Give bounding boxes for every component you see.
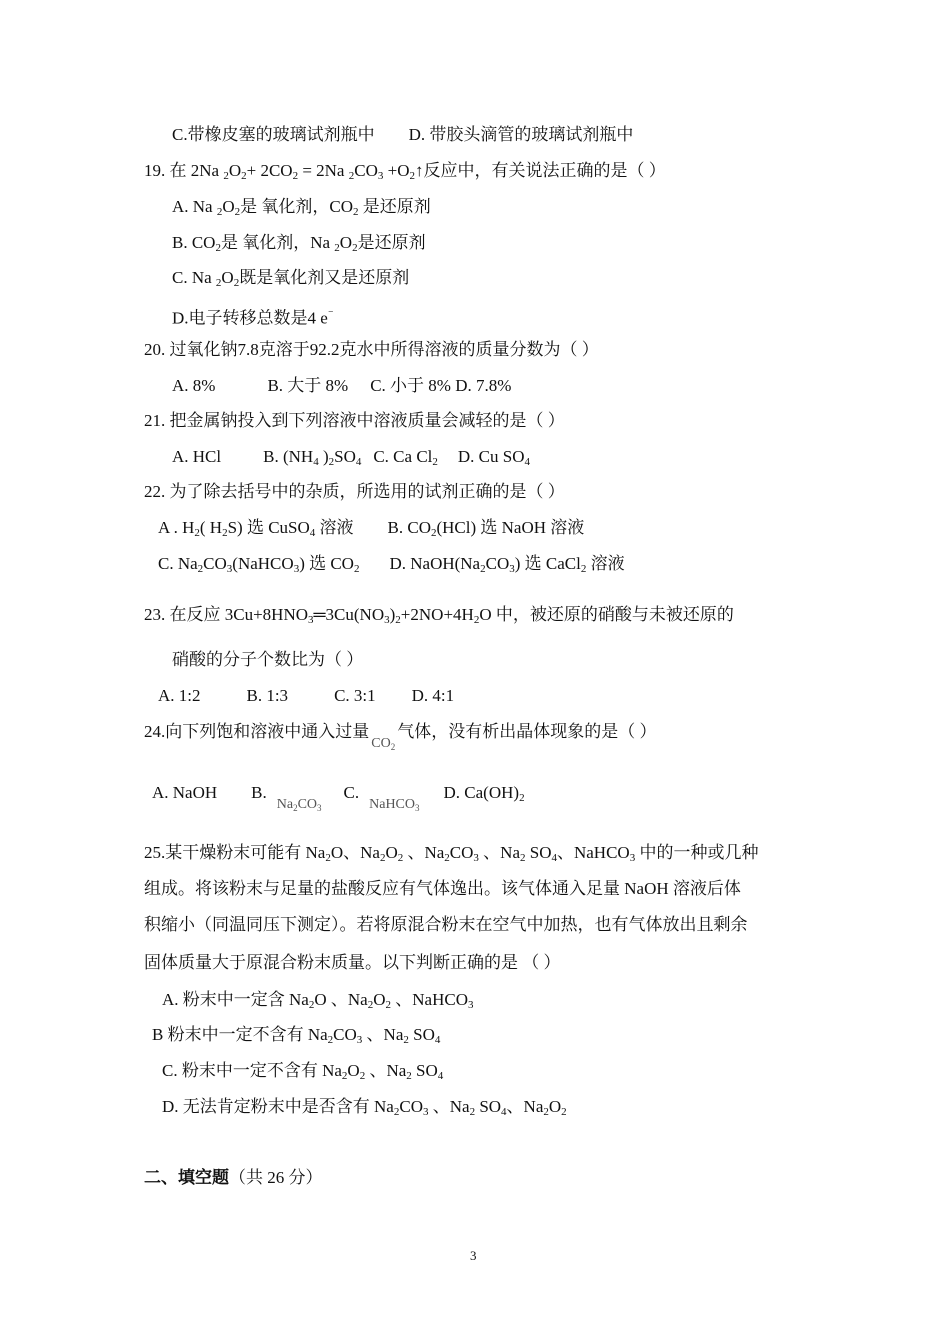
t: (HCl) 选 NaOH 溶液: [436, 518, 585, 537]
q19-text-2: O: [228, 161, 242, 180]
q19-text-3: + 2CO: [246, 161, 293, 180]
sub: 2: [348, 170, 355, 182]
sub: 4: [434, 1034, 441, 1046]
sub: 2: [480, 563, 486, 575]
q22-options-ab: [158, 517, 584, 539]
t: SO: [525, 843, 552, 862]
sub: 3: [317, 803, 322, 813]
t: NaHCO: [369, 797, 416, 812]
sub: 2: [223, 170, 229, 182]
q18-option-c: C.带橡皮塞的玻璃试剂瓶中: [172, 125, 375, 144]
q25-stem-4: [144, 952, 561, 974]
t: B. CO: [172, 233, 216, 252]
sub: 2: [341, 1070, 348, 1082]
t: O 中，被还原的硝酸与未被还原的: [479, 605, 734, 624]
q25-stem-2: [144, 878, 741, 900]
sub: 3: [384, 614, 390, 626]
sub: 2: [469, 1106, 476, 1118]
t: 是 氧化剂，CO: [240, 197, 354, 216]
q23-option-b: B. 1:3: [246, 686, 289, 705]
t: 组成。将该粉末与足量的盐酸反应有气体逸出。该气体通入足量 NaOH 溶液后体: [144, 879, 741, 898]
t: 22. 为了除去括号中的杂质，所选用的试剂正确的是（ ）: [144, 482, 565, 501]
sub: 3: [356, 1034, 363, 1046]
t: ): [318, 447, 329, 466]
sub: 2: [473, 614, 480, 626]
q19-text-4: = 2Na: [298, 161, 349, 180]
t: O: [221, 268, 234, 287]
t: ): [389, 605, 396, 624]
sub: 2: [520, 852, 526, 864]
sup: ⁻: [327, 308, 334, 320]
t: 溶液: [586, 554, 625, 573]
t: O 、Na: [314, 990, 368, 1009]
sub: 2: [197, 563, 204, 575]
sub: 3: [422, 1106, 429, 1118]
t: C. Na: [172, 268, 216, 287]
t: 固体质量大于原混合粉末质量。以下判断正确的是 （ ）: [144, 953, 561, 972]
q20-stem: [144, 339, 599, 361]
q19-option-b: [172, 232, 426, 254]
t: 溶液: [315, 518, 354, 537]
q19-text-5: CO: [354, 161, 378, 180]
sub: 3: [473, 852, 479, 864]
t: O、Na: [330, 843, 380, 862]
sub: 2: [352, 242, 358, 254]
q19-text-6: +O: [383, 161, 410, 180]
t: O: [548, 1097, 562, 1116]
sub: 4: [313, 456, 319, 468]
q22-option-a: A . H: [158, 518, 195, 537]
q21-option-b: B. (NH: [263, 447, 314, 466]
q24-option-b: B.: [251, 783, 267, 802]
sub: 2: [233, 277, 240, 289]
sub: 2: [308, 999, 315, 1011]
sub: 2: [327, 1034, 334, 1046]
q23-option-c: C. 3:1: [334, 686, 376, 705]
sub: 2: [561, 1106, 567, 1118]
t: O: [347, 1061, 360, 1080]
q18-options-cd: [172, 124, 633, 146]
t: 21. 把金属钠投入到下列溶液中溶液质量会减轻的是（ ）: [144, 411, 565, 430]
q25-option-c: [162, 1060, 443, 1082]
sub: 3: [377, 170, 384, 182]
sub: 4: [524, 456, 530, 468]
sub: 2: [216, 206, 223, 218]
q25-option-d: [162, 1096, 567, 1118]
t: SO: [408, 1025, 435, 1044]
q24-option-c: C.: [343, 783, 360, 802]
q24-option-a: A. NaOH: [152, 783, 218, 802]
t: ) 选 CaCl: [514, 554, 581, 573]
sub: 2: [194, 527, 200, 539]
q24-stem: [144, 721, 657, 752]
sub: 2: [353, 206, 359, 218]
q19-text-7: ↑反应中，有关说法正确的是（ ）: [414, 161, 666, 180]
q21-option-c: C. Ca Cl: [373, 447, 433, 466]
sub: 2: [367, 999, 374, 1011]
t: A. Na: [172, 197, 217, 216]
sub: 3: [415, 803, 420, 813]
sub: 2: [385, 999, 391, 1011]
section-heading-fill-in: [144, 1167, 323, 1189]
t: 中的一种或几种: [635, 843, 759, 862]
t: 硝酸的分子个数比为（ ）: [172, 650, 364, 669]
sub: 2: [215, 277, 222, 289]
t: 是 氧化剂，Na: [220, 233, 335, 252]
q21-options: [172, 446, 530, 468]
sub: 2: [406, 1070, 412, 1082]
q19-text-1: 19. 在 2Na: [144, 161, 224, 180]
q22-option-d: D. NaOH(Na: [389, 554, 481, 573]
q23-option-a: A. 1:2: [158, 686, 201, 705]
q25-option-b: [152, 1024, 440, 1046]
sub: 4: [309, 527, 316, 539]
sub: 4: [437, 1070, 444, 1082]
sub: 2: [393, 1106, 400, 1118]
t: 、Na: [428, 1097, 470, 1116]
t: SO: [334, 447, 356, 466]
t: 、Na: [362, 1025, 404, 1044]
q21-stem: [144, 410, 565, 432]
t: Na: [276, 797, 294, 812]
sub: 2: [409, 170, 415, 182]
sub: 2: [325, 852, 331, 864]
section-score: （共 26 分）: [229, 1168, 323, 1187]
t: ( H: [199, 518, 223, 537]
sub: 2: [222, 527, 228, 539]
sub: 2: [359, 1070, 366, 1082]
t: CO: [333, 1025, 357, 1044]
sub: 4: [501, 1106, 507, 1118]
sub: 2: [215, 242, 221, 254]
t: 是还原剂: [358, 197, 431, 216]
q25-stem-3: [144, 914, 748, 936]
q23-stem: [144, 604, 734, 626]
t: 、NaHCO: [556, 843, 630, 862]
sub: 2: [293, 803, 298, 813]
q23-stem-cont: [172, 649, 363, 671]
sub: 2: [432, 456, 438, 468]
sub: 2: [543, 1106, 549, 1118]
q25-stem-1: [144, 842, 758, 864]
t: O: [385, 843, 398, 862]
q22-options-cd: [158, 553, 625, 575]
t: 是还原剂: [357, 233, 426, 252]
q24-option-d: D. Ca(OH): [443, 783, 520, 802]
t: (NaHCO: [232, 554, 294, 573]
t: ) 选 CO: [299, 554, 354, 573]
t: D.电子转移总数是4 e: [172, 308, 328, 328]
sub: 3: [467, 999, 474, 1011]
t: 、Na: [478, 843, 520, 862]
q19-option-c: [172, 267, 409, 289]
sub: 2: [241, 170, 247, 182]
q21-option-d: D. Cu SO: [457, 447, 525, 466]
t: CO: [297, 797, 318, 812]
t: CO: [485, 554, 510, 573]
t: O: [373, 990, 386, 1009]
nahco3-formula: [369, 797, 419, 812]
q22-option-c: C. Na: [158, 554, 198, 573]
t: 、Na: [403, 843, 445, 862]
t: 23. 在反应 3Cu+8HNO: [144, 605, 309, 624]
q24-options: [152, 782, 525, 813]
q21-option-a: A. HCl: [172, 447, 222, 466]
sub: 3: [308, 614, 314, 626]
q19-stem: [144, 160, 666, 182]
t: CO: [399, 1097, 423, 1116]
t: C. 粉末中一定不含有 Na: [162, 1061, 342, 1080]
t: CO: [203, 554, 227, 573]
q20-option-b: B. 大于 8%: [267, 376, 349, 395]
sub: 3: [629, 852, 636, 864]
sub: 3: [509, 563, 515, 575]
sub: 2: [292, 170, 299, 182]
sub: 2: [328, 456, 335, 468]
sub: 2: [234, 206, 241, 218]
q20-options: [172, 375, 511, 397]
co2-formula: [371, 736, 395, 751]
t: SO: [411, 1061, 438, 1080]
sub: 2: [397, 852, 404, 864]
t: 、NaHCO: [391, 990, 468, 1009]
t: 积缩小（同温同压下测定）。若将原混合粉末在空气中加热，也有气体放出且剩余: [144, 915, 748, 934]
sub: 2: [390, 742, 396, 752]
sub: 4: [355, 456, 362, 468]
t: B 粉末中一定不含有 Na: [152, 1025, 328, 1044]
t: 、Na: [365, 1061, 407, 1080]
t: O: [339, 233, 353, 252]
q23-option-d: D. 4:1: [411, 686, 455, 705]
t: ═3Cu(NO: [313, 605, 385, 624]
t: +2NO+4H: [400, 605, 474, 624]
t: 既是氧化剂又是还原剂: [239, 268, 410, 287]
sub: 2: [519, 792, 525, 804]
q20-option-cd: C. 小于 8% D. 7.8%: [370, 376, 512, 395]
q22-stem: [144, 481, 565, 503]
t: O: [222, 197, 235, 216]
sub: 2: [379, 852, 386, 864]
t: 24.向下列饱和溶液中通入过量: [144, 722, 370, 741]
sub: 2: [395, 614, 401, 626]
sub: 2: [580, 563, 587, 575]
t: A. 粉末中一定含 Na: [162, 990, 309, 1009]
t: SO: [475, 1097, 502, 1116]
sub: 2: [403, 1034, 409, 1046]
q23-options: [158, 685, 454, 707]
q18-option-d: D. 带胶头滴管的玻璃试剂瓶中: [408, 125, 634, 144]
section-title: 二、填空题: [144, 1168, 229, 1187]
q22-option-b: B. CO: [387, 518, 431, 537]
q25-option-a: [162, 989, 473, 1011]
t: 25.某干燥粉末可能有 Na: [144, 843, 326, 862]
na2co3-formula: [277, 797, 322, 812]
t: D. 无法肯定粉末中是否含有 Na: [162, 1097, 394, 1116]
sub: 4: [551, 852, 557, 864]
sub: 2: [353, 563, 360, 575]
t: 、Na: [506, 1097, 544, 1116]
sub: 3: [226, 563, 233, 575]
t: 气体，没有析出晶体现象的是（ ）: [397, 722, 657, 741]
t: CO: [449, 843, 474, 862]
t: S) 选 CuSO: [227, 518, 310, 537]
t: 20. 过氧化钠7.8克溶于92.2克水中所得溶液的质量分数为（ ）: [144, 340, 599, 359]
q20-option-a: A. 8%: [172, 376, 216, 395]
sub: 2: [444, 852, 450, 864]
q19-option-d: [172, 303, 334, 330]
sub: 2: [334, 242, 340, 254]
q19-option-a: [172, 196, 431, 218]
page-number: 3: [470, 1248, 477, 1263]
sub: 2: [430, 527, 437, 539]
sub: 3: [293, 563, 300, 575]
t: CO: [371, 736, 391, 751]
